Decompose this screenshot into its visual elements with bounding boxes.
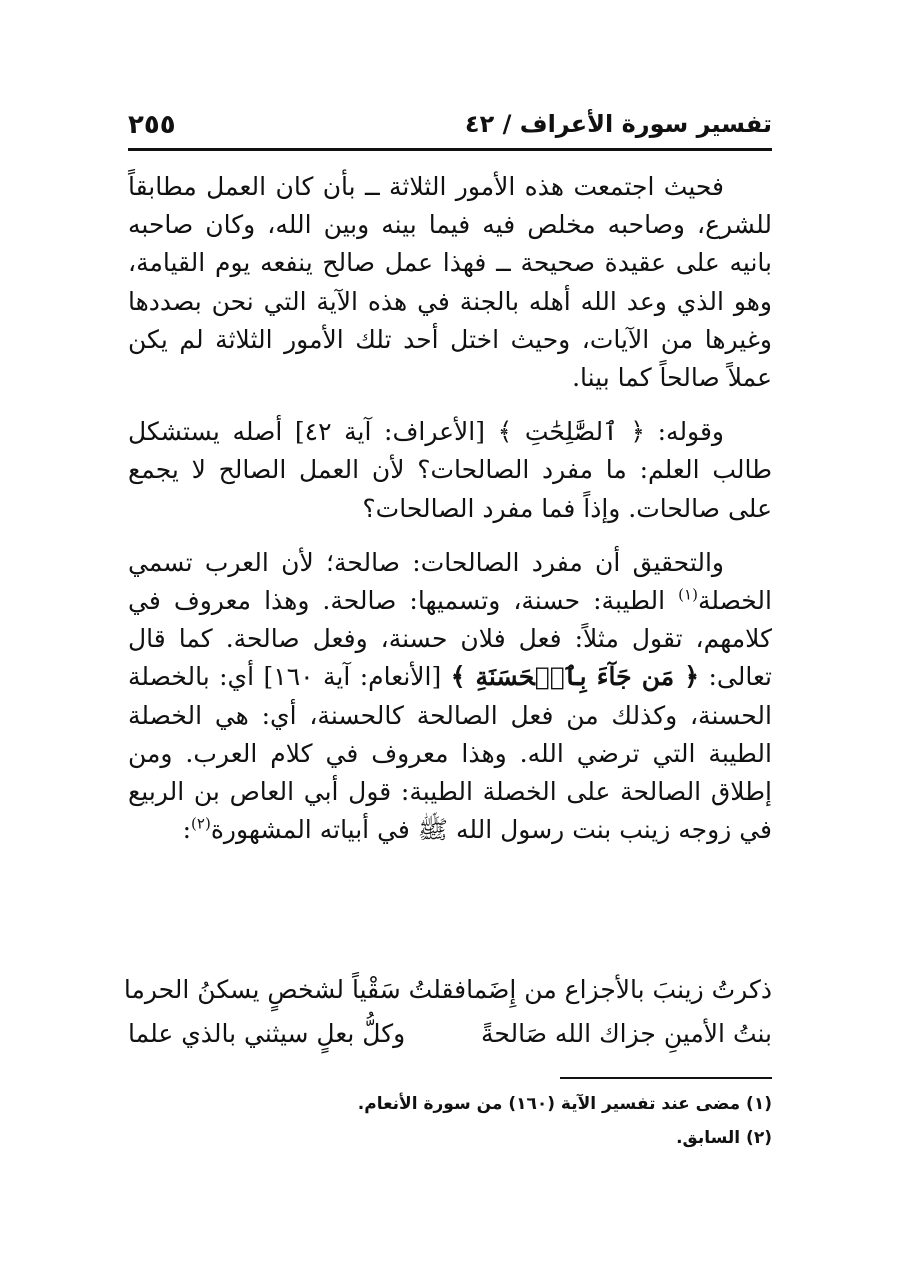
verse-second-hemistich: وكلُّ بعلٍ سيثني بالذي علما: [128, 1019, 406, 1048]
verse-first-hemistich: ذكرتُ زينبَ بالأجزاع من إِضَما: [466, 975, 772, 1004]
page-number: ٢٥٥: [128, 110, 176, 140]
footnotes: [128, 1087, 772, 1155]
footnote-2: (٢) السابق.: [676, 1128, 772, 1148]
paragraph-3: [128, 544, 772, 850]
paragraph-1: فحيث اجتمعت هذه الأمور الثلاثة ــ بأن كان العمل مطابقاً للشرع، وصاحبه مخلص فيه فيما بينه وبين الله، وكان صاحبه بانيه على عقيدة صحيحة ــ فهذا عمل صالح ينفعه يوم القيامة، وهو الذي وعد الله أهله بالجنة في هذه الآية التي نحن بصددها وغيرها من الآيات، وحيث اختل أحد تلك الأمور الثلاثة لم يكن عملاً صالحاً كما بينا.: [128, 172, 772, 393]
quran-citation: ﴿ مَن جَآءَ بِٱلۡحَسَنَةِ ﴾: [450, 662, 700, 692]
paragraph-3-part-2: الطيبة: حسنة، وتسميها: صالحة. وهذا معروف في كلامهم، تقول مثلاً: فعل فلان حسنة، وفعل صالحة. كما قال تعالى:: [128, 586, 772, 692]
footnote-divider: [560, 1077, 772, 1079]
footnote-1: (١) مضى عند تفسير الآية (١٦٠) من سورة الأنعام.: [357, 1094, 772, 1114]
poem-verse: [128, 1012, 772, 1056]
poem-verse: [123, 968, 772, 1012]
footnote-ref-1[interactable]: (١): [678, 585, 698, 604]
paragraph-3-part-3: [الأنعام: آية ١٦٠] أي: بالخصلة الحسنة، وكذلك من فعل الصالحة كالحسنة، أي: هي الخصلة الطيبة التي ترضي الله. وهذا معروف في كلام العرب. ومن إطلاق الصالحة على الخصلة الطيبة: قول أبي العاص بن الربيع في زوجه زينب بنت رسول الله ﷺ في أبياته المشهورة: [128, 662, 772, 845]
verse-second-hemistich: فقلتُ سَقْياً لشخصٍ يسكنُ الحرما: [123, 975, 467, 1004]
paragraph-2: وقوله: ﴿ ٱلصَّٰلِحَٰتِ ﴾ [الأعراف: آية ٤٢] أصله يستشكل طالب العلم: ما مفرد الصالحات؟ لأن العمل الصالح لا يجمع على صالحات. وإذاً فما مفرد الصالحات؟: [128, 417, 772, 523]
paragraph-3-part-4: :: [182, 815, 192, 845]
paragraph-3-part-1: والتحقيق أن مفرد الصالحات: صالحة؛ لأن العرب تسمي الخصلة: [128, 547, 772, 616]
header-title: تفسير سورة الأعراف / ٤٢: [464, 110, 772, 138]
poem: [123, 968, 772, 1056]
footnote-ref-2[interactable]: (٢): [191, 814, 211, 833]
running-header: [128, 104, 772, 151]
body-text: [128, 168, 772, 849]
verse-first-hemistich: بنتُ الأمينِ جزاك الله صَالحةً: [480, 1019, 772, 1048]
